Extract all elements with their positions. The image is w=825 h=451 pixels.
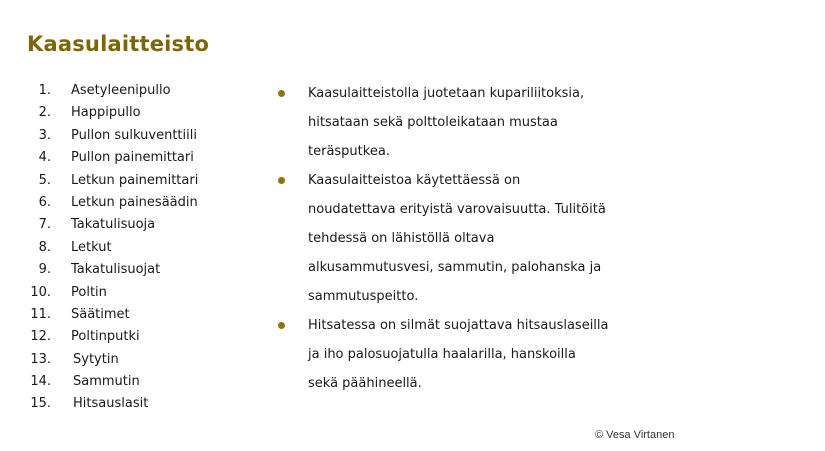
list-item-label: Sammutin — [73, 374, 140, 390]
bullet-text-line: sammutuspeitto. — [308, 289, 419, 304]
list-item-label: Takatulisuojat — [71, 262, 161, 278]
bullet-text-line: noudatettava erityistä varovaisuutta. Tulitöitä — [308, 202, 606, 217]
bullet-dot-icon — [278, 90, 285, 97]
list-item — [20, 326, 140, 348]
list-item-label: Pullon painemittari — [71, 150, 194, 166]
list-item-label: Asetyleenipullo — [71, 83, 171, 98]
list-item — [20, 192, 198, 214]
list-item — [20, 304, 130, 326]
list-item — [20, 259, 161, 281]
bullet-text-line: hitsataan sekä polttoleikataan mustaa — [308, 115, 558, 130]
list-item-number: 15. — [30, 396, 51, 412]
bullet-text-line: teräsputkea. — [308, 144, 390, 159]
list-item — [20, 102, 141, 124]
list-item-label: Letkun painemittari — [71, 172, 199, 188]
bullet-text-line: Hitsatessa on silmät suojattava hitsauslaseilla — [308, 318, 609, 333]
list-item-number: 5. — [38, 172, 51, 188]
list-item-number: 7. — [38, 217, 51, 233]
list-item — [20, 282, 107, 304]
list-item — [20, 237, 112, 259]
list-item — [20, 214, 156, 236]
list-item-label: Poltin — [71, 284, 107, 300]
list-item — [20, 147, 194, 169]
bullet-item — [276, 166, 676, 311]
copyright-notice: © Vesa Virtanen — [595, 429, 675, 441]
list-item-number: 6. — [38, 194, 51, 210]
page-title: Kaasulaitteisto — [27, 32, 210, 56]
list-item-number: 14. — [30, 374, 51, 390]
list-item — [20, 170, 199, 192]
bullet-dot-icon — [278, 177, 285, 184]
list-item — [20, 80, 171, 102]
bullet-text-line: Kaasulaitteistoa käytettäessä on — [308, 173, 521, 188]
list-item-label: Hitsauslasit — [73, 396, 149, 412]
list-item — [20, 125, 197, 147]
list-item-number: 12. — [30, 329, 51, 345]
bullet-text-line: tehdessä on lähistöllä oltava — [308, 231, 495, 246]
list-item — [20, 349, 119, 371]
list-item-number: 11. — [30, 306, 51, 322]
bullet-text-line: ja iho palosuojatulla haalarilla, hanskoilla — [308, 347, 576, 362]
bullet-text-line: Kaasulaitteistolla juotetaan kupariliitoksia, — [308, 86, 585, 101]
bullet-text-line: sekä päähineellä. — [308, 376, 422, 391]
bullet-list — [276, 79, 676, 398]
list-item-label: Sytytin — [73, 351, 119, 367]
list-item-label: Takatulisuoja — [71, 217, 156, 233]
list-item-label: Letkut — [71, 239, 112, 255]
list-item-label: Happipullo — [71, 105, 141, 121]
list-item-label: Säätimet — [71, 306, 130, 322]
bullet-dot-icon — [278, 322, 285, 329]
list-item — [20, 371, 140, 393]
list-item-number: 13. — [30, 351, 51, 367]
bullet-item — [276, 79, 676, 166]
list-item-number: 9. — [38, 262, 51, 278]
list-item-number: 4. — [38, 150, 51, 166]
parts-list — [20, 80, 199, 416]
bullet-text-line: alkusammutusvesi, sammutin, palohanska ja — [308, 260, 602, 275]
list-item — [20, 393, 149, 415]
list-item-number: 1. — [38, 83, 51, 98]
list-item-number: 8. — [38, 239, 51, 255]
list-item-label: Poltinputki — [71, 329, 140, 345]
list-item-number: 2. — [38, 105, 51, 121]
bullet-item — [276, 311, 676, 398]
list-item-number: 3. — [38, 127, 51, 143]
list-item-label: Letkun painesäädin — [71, 194, 198, 210]
list-item-label: Pullon sulkuventtiili — [71, 127, 197, 143]
list-item-number: 10. — [30, 284, 51, 300]
